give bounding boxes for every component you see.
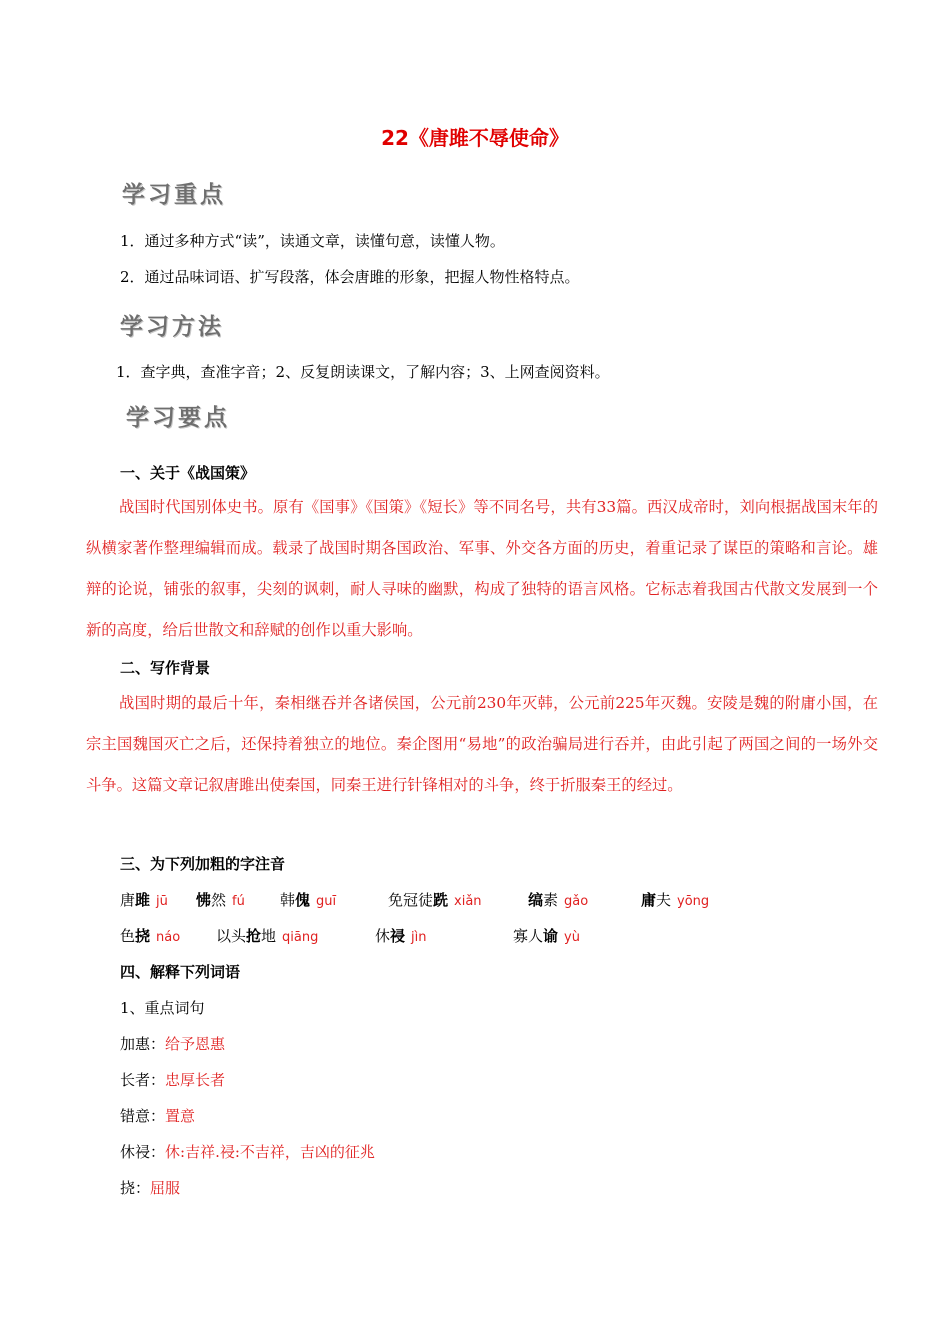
pinyin-item: 以头抢地 qiāng <box>216 927 319 945</box>
pinyin-item: 休祲 jìn <box>375 927 427 945</box>
part4-heading: 四、解释下列词语 <box>120 963 241 981</box>
part1-heading: 一、关于《战国策》 <box>120 464 256 482</box>
pinyin-item: 庸夫 yōng <box>641 891 710 909</box>
term-row: 休祲：休:吉祥.祲:不吉祥，吉凶的征兆 <box>120 1143 375 1161</box>
focus-item-1: 1．通过多种方式“读”，读通文章，读懂句意，读懂人物。 <box>120 232 505 250</box>
part4-subheading: 1、重点词句 <box>120 999 205 1017</box>
method-text: 1．查字典，查准字音；2、反复朗读课文，了解内容；3、上网查阅资料。 <box>116 363 610 381</box>
pinyin-item: 寡人谕 yù <box>513 927 580 945</box>
section-heading-focus: 学习重点 <box>122 181 226 208</box>
focus-item-2: 2．通过品味词语、扩写段落，体会唐雎的形象，把握人物性格特点。 <box>120 268 580 286</box>
term-row: 加惠：给予恩惠 <box>120 1035 226 1053</box>
pinyin-item: 免冠徒跣 xiǎn <box>388 891 482 909</box>
term-row: 挠：屈服 <box>120 1179 181 1197</box>
term-row: 长者：忠厚长者 <box>120 1071 226 1089</box>
part2-heading: 二、写作背景 <box>120 659 211 677</box>
part3-heading: 三、为下列加粗的字注音 <box>120 855 286 873</box>
pinyin-item: 色挠 náo <box>120 927 181 945</box>
pinyin-item: 唐雎 jū <box>120 891 168 909</box>
part2-paragraph: 战国时期的最后十年，秦相继吞并各诸侯国，公元前230年灭韩，公元前225年灭魏。安陵是魏的附庸小国，在宗主国魏国灭亡之后，还保持着独立的地位。秦企图用“易地”的政治骗局进行吞并，由此引起了两国之间的一场外交斗争。这篇文章记叙唐雎出使秦国，同秦王进行针锋相对的斗争，终于折服秦王的经过。 <box>86 694 878 794</box>
section-heading-points: 学习要点 <box>126 404 230 431</box>
pinyin-item: 缟素 gǎo <box>528 891 589 909</box>
page-title: 22《唐雎不辱使命》 <box>381 126 569 150</box>
pinyin-item: 韩傀 guī <box>280 891 337 909</box>
section-heading-method: 学习方法 <box>120 313 224 340</box>
term-row: 错意：置意 <box>120 1107 196 1125</box>
pinyin-item: 怫然 fú <box>196 891 245 909</box>
part1-paragraph: 战国时代国别体史书。原有《国事》《国策》《短长》等不同名号，共有33篇。西汉成帝时，刘向根据战国末年的纵横家著作整理编辑而成。载录了战国时期各国政治、军事、外交各方面的历史，着重记录了谋臣的策略和言论。雄辩的论说，铺张的叙事，尖刻的讽刺，耐人寻味的幽默，构成了独特的语言风格。它标志着我国古代散文发展到一个新的高度，给后世散文和辞赋的创作以重大影响。 <box>86 498 878 639</box>
